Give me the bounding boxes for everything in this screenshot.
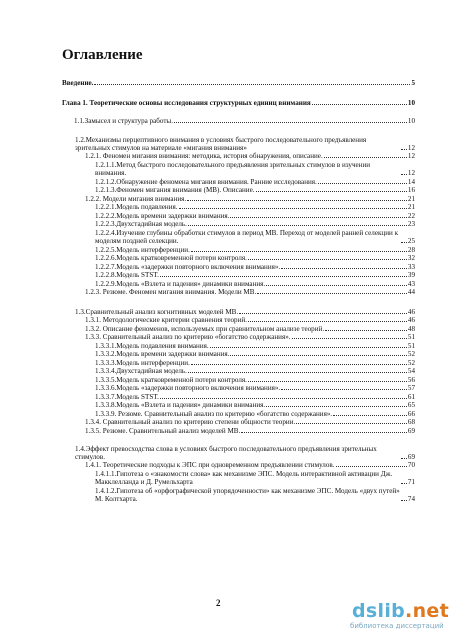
toc-entry-text: 1.3.3.1.Модель подавления внимания. xyxy=(95,342,209,350)
toc-entry-page: 61 xyxy=(407,393,415,401)
toc-leader-dots xyxy=(160,276,407,277)
toc-leader-dots xyxy=(210,347,407,348)
toc-entry-page: 16 xyxy=(407,186,415,194)
toc-entry-page: 52 xyxy=(407,350,415,358)
watermark-logo-tld: .net xyxy=(405,600,449,622)
toc-entry-text: 1.2.Механизмы перцептивного внимания в условиях быстрого последовательного предъявления зрительных стимулов на материале «мигания внимания» xyxy=(75,136,367,152)
toc-leader-dots xyxy=(187,200,407,201)
toc-leader-dots xyxy=(336,466,407,467)
toc-entry-text: 1.3.4. Сравнительный анализ по критерию степени общности теории. xyxy=(85,418,296,426)
toc-leader-dots xyxy=(401,500,407,501)
watermark xyxy=(348,600,448,634)
toc-entry-page: 21 xyxy=(407,203,415,211)
toc-entry xyxy=(95,254,415,262)
toc-entry-page: 28 xyxy=(407,246,415,254)
toc-entry-text: 1.2.1. Феномен мигания внимания: методика, история обнаружения, описание. xyxy=(85,152,323,160)
toc-entry-text: 1.3.2. Описание феноменов, используемых при сравнительном анализе теорий. xyxy=(85,325,325,333)
toc-entry xyxy=(85,325,415,333)
toc-leader-dots xyxy=(239,313,407,314)
toc-entry-page: 25 xyxy=(407,237,415,245)
toc-entry-text: 1.2.2.9.Модель «Взлета и падения» динамики внимания. xyxy=(95,280,266,288)
toc-entry-page: 71 xyxy=(407,478,415,486)
toc-entry xyxy=(75,136,415,152)
toc-entry-page: 68 xyxy=(407,418,415,426)
toc-leader-dots xyxy=(401,242,407,243)
toc-entry xyxy=(85,152,415,160)
toc-entry-text: 1.2.1.1.Метод быстрого последовательного предъявления зрительных стимулов в изучении внимания. xyxy=(95,161,371,177)
toc-entry-page: 44 xyxy=(407,288,415,296)
toc-entry xyxy=(95,229,415,245)
toc-leader-dots xyxy=(188,225,407,226)
toc-entry xyxy=(95,350,415,358)
toc-entry-text: 1.3.Сравнительный анализ когнитивных моделей MB. xyxy=(75,308,239,316)
toc-entry xyxy=(95,376,415,384)
toc-entry-page: 33 xyxy=(407,263,415,271)
toc-entry-page: 54 xyxy=(407,367,415,375)
toc-entry xyxy=(95,186,415,194)
toc-entry-page: 46 xyxy=(407,308,415,316)
toc-entry-text: 1.3.3.4.Двухстадийная модель. xyxy=(95,367,187,375)
toc-entry xyxy=(85,195,415,203)
toc-leader-dots xyxy=(256,191,407,192)
toc-leader-dots xyxy=(230,355,406,356)
toc-entry-text: 1.2.2.7.Модель «задержки повторного включения внимания». xyxy=(95,263,281,271)
toc-leader-dots xyxy=(266,406,407,407)
toc-entry-page: 57 xyxy=(407,384,415,392)
toc-entry-text: 1.2.2.6.Модель кратковременной потери контроля. xyxy=(95,254,247,262)
toc-leader-dots xyxy=(174,122,407,123)
toc-leader-dots xyxy=(248,321,407,322)
toc-entry xyxy=(95,384,415,392)
toc-entry xyxy=(95,410,415,418)
toc-entry-page: 39 xyxy=(407,271,415,279)
toc-leader-dots xyxy=(325,330,407,331)
toc-leader-dots xyxy=(257,293,407,294)
toc-entry-page: 22 xyxy=(407,212,415,220)
watermark-logo xyxy=(352,600,449,622)
toc-leader-dots xyxy=(248,259,407,260)
toc-entry-page: 12 xyxy=(407,144,415,152)
toc-entry-page: 12 xyxy=(407,152,415,160)
toc-leader-dots xyxy=(241,432,407,433)
toc-entry-text: 1.3.3.8.Модель «Взлета и падения» динамики внимания. xyxy=(95,401,266,409)
toc-leader-dots xyxy=(266,285,407,286)
toc-entry-text: 1.3.3.2.Модель времени задержки внимания. xyxy=(95,350,230,358)
toc-leader-dots xyxy=(296,423,407,424)
toc-entry-text: 1.3.3.9. Резюме. Сравнительный анализ по критерию «богатство содержания». xyxy=(95,410,333,418)
toc-entry xyxy=(95,393,415,401)
toc-entry-page: 10 xyxy=(407,99,415,107)
toc-entry xyxy=(95,220,415,228)
toc-entry xyxy=(95,280,415,288)
toc-leader-dots xyxy=(191,251,407,252)
toc-entry-text: 1.4.Эффект превосходства слова в условиях быстрого последовательного предъявления зрительных стимулов. xyxy=(75,445,377,461)
toc-leader-dots xyxy=(312,104,407,105)
toc-leader-dots xyxy=(179,208,407,209)
toc-entry xyxy=(95,342,415,350)
toc-entry-text: 1.2.2.8.Модель STST. xyxy=(95,271,159,279)
toc-entry-text: 1.2.2. Модели мигания внимания. xyxy=(85,195,187,203)
toc-entry-page: 46 xyxy=(407,316,415,324)
toc-entry-page: 21 xyxy=(407,195,415,203)
toc-entry-page: 32 xyxy=(407,254,415,262)
toc-entry-text: 1.2.2.4.Изучение глубины обработки стимулов в период MB. Переход от моделей ранней селекции к моделям поздней селекции. xyxy=(95,229,399,245)
toc-entry-page: 43 xyxy=(407,280,415,288)
page-number: 2 xyxy=(216,598,221,608)
toc-entry-text: 1.2.3. Резюме. Феномен мигания внимания. Модели MB. xyxy=(85,288,257,296)
toc-entry xyxy=(95,161,415,177)
toc-entry-page: 69 xyxy=(407,427,415,435)
toc-entry-page: 48 xyxy=(407,325,415,333)
toc-entry-text: 1.2.2.2.Модель времени задержки внимания. xyxy=(95,212,230,220)
toc-leader-dots xyxy=(401,149,407,150)
toc-entry xyxy=(74,117,415,125)
toc-entry-text: 1.2.2.5.Модель интерференции. xyxy=(95,246,190,254)
toc-leader-dots xyxy=(401,483,407,484)
toc-entry xyxy=(95,212,415,220)
toc-entry-text: 1.4.1.2.Гипотеза об «орфографической упорядоченности» как механизме ЭПС. Модель «двух путей» М. Колтхарта. xyxy=(95,487,400,503)
toc-entry-text: 1.3.1. Методологические критерии сравнения теорий. xyxy=(85,316,247,324)
toc-entry-page: 66 xyxy=(407,410,415,418)
toc-entry-page: 65 xyxy=(407,401,415,409)
toc-entry-page: 14 xyxy=(407,178,415,186)
toc-leader-dots xyxy=(318,183,407,184)
toc-entry-page: 56 xyxy=(407,376,415,384)
toc-leader-dots xyxy=(230,217,406,218)
toc-entry-text: Введение. xyxy=(62,79,94,87)
toc-entry-text: 1.2.2.1.Модель подавления. xyxy=(95,203,178,211)
toc-entry xyxy=(95,178,415,186)
toc-leader-dots xyxy=(248,381,407,382)
toc-entry xyxy=(85,288,415,296)
page-title: Оглавление xyxy=(62,47,143,63)
toc-entry-page: 5 xyxy=(411,79,415,87)
watermark-subtitle: библиотека диссертаций xyxy=(350,622,444,630)
toc-leader-dots xyxy=(188,372,407,373)
toc-entry-text: 1.4.1. Теоретические подходы к ЭПС при одновременном предъявлении стимулов. xyxy=(85,461,335,469)
toc-leader-dots xyxy=(281,389,407,390)
toc-entry xyxy=(95,263,415,271)
toc-leader-dots xyxy=(292,338,407,339)
toc-entry xyxy=(95,401,415,409)
toc-entry xyxy=(75,445,415,461)
toc-entry-page: 52 xyxy=(407,359,415,367)
toc-leader-dots xyxy=(333,415,407,416)
toc-entry xyxy=(85,461,415,469)
toc-entry xyxy=(62,99,415,107)
toc-entry xyxy=(85,316,415,324)
toc-entry-text: Глава 1. Теоретические основы исследования структурных единиц внимания xyxy=(62,99,311,107)
toc-entry-text: 1.3.5. Резюме. Сравнительный анализ моделей MB. xyxy=(85,427,241,435)
toc-entry-text: 1.2.1.3.Феномен мигания внимания (MB). Описание. xyxy=(95,186,255,194)
toc-entry-page: 74 xyxy=(407,495,415,503)
toc-leader-dots xyxy=(281,268,407,269)
toc-entry xyxy=(85,418,415,426)
toc-entry-page: 23 xyxy=(407,220,415,228)
toc-entry-text: 1.2.1.2.Обнаружение феномена мигания внимания. Ранние исследования. xyxy=(95,178,317,186)
toc-entry xyxy=(62,79,415,87)
toc-entry-text: 1.4.1.1.Гипотеза о «знакомости слова» как механизме ЭПС. Модель интерактивной активации Дж. Макклелланда и Д. Румельхарта xyxy=(95,470,393,486)
toc-leader-dots xyxy=(160,398,407,399)
toc-entry-page: 51 xyxy=(407,333,415,341)
toc-entry-text: 1.3.3.5.Модель кратковременной потери контроля. xyxy=(95,376,247,384)
toc-entry xyxy=(95,359,415,367)
toc-leader-dots xyxy=(94,84,410,85)
toc-entry-page: 12 xyxy=(407,169,415,177)
toc-entry-text: 1.3.3. Сравнительный анализ по критерию «богатство содержания». xyxy=(85,333,291,341)
toc-entry-text: 1.3.3.3.Модель интерференции. xyxy=(95,359,190,367)
toc-entry xyxy=(95,246,415,254)
toc-leader-dots xyxy=(401,458,407,459)
toc-entry-page: 70 xyxy=(407,461,415,469)
toc-entry-text: 1.3.3.7.Модель STST. xyxy=(95,393,159,401)
watermark-logo-name: dslib xyxy=(352,600,406,622)
toc-leader-dots xyxy=(324,157,407,158)
toc-entry xyxy=(95,271,415,279)
toc-entry xyxy=(95,470,415,486)
toc-entry-text: 1.2.2.3.Двухстадийная модель. xyxy=(95,220,187,228)
toc-entry xyxy=(85,333,415,341)
toc-entry-page: 69 xyxy=(407,453,415,461)
toc-entry xyxy=(85,427,415,435)
toc-entry xyxy=(95,487,415,503)
toc-entry xyxy=(95,367,415,375)
toc-entry-text: 1.3.3.6.Модель «задержки повторного включения внимания». xyxy=(95,384,281,392)
toc-entry-text: 1.1.Замысел и структура работы. xyxy=(74,117,173,125)
toc-entry xyxy=(75,308,415,316)
toc-entry-page: 51 xyxy=(407,342,415,350)
toc-entry-page: 10 xyxy=(407,117,415,125)
toc-leader-dots xyxy=(191,364,407,365)
toc-leader-dots xyxy=(401,174,407,175)
toc-entry xyxy=(95,203,415,211)
